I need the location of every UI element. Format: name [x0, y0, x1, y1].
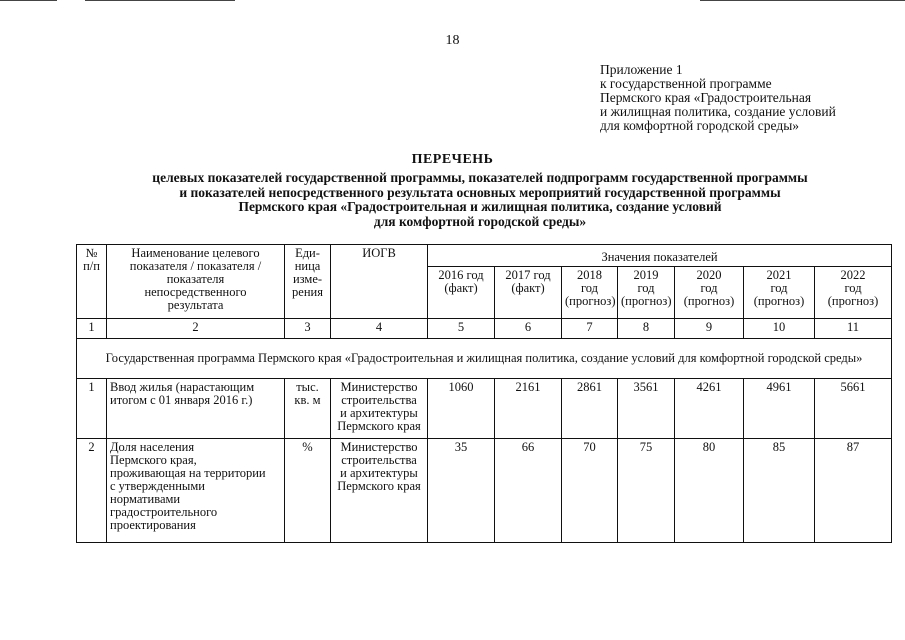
row-value: 85: [744, 439, 815, 543]
column-number: 1: [77, 319, 107, 339]
header-year-2018: 2018 год (прогноз): [562, 267, 618, 319]
column-number: 4: [331, 319, 428, 339]
top-border-mid: [85, 0, 235, 1]
table-row: [77, 379, 892, 439]
header-iogv: ИОГВ: [331, 245, 428, 319]
column-number: 7: [562, 319, 618, 339]
appendix-line: для комфортной городской среды»: [600, 118, 800, 133]
column-number: 9: [675, 319, 744, 339]
row-value: 2861: [562, 379, 618, 439]
row-value: 4961: [744, 379, 815, 439]
header-row: [77, 245, 892, 267]
row-value: 4261: [675, 379, 744, 439]
row-value: 2161: [495, 379, 562, 439]
subheading-line: Пермского края «Градостроительная и жилищная политика, создание условий: [238, 199, 722, 214]
appendix-line: и жилищная политика, создание условий: [600, 104, 836, 119]
row-unit: %: [285, 439, 331, 543]
row-value: 80: [675, 439, 744, 543]
subheading-line: и показателей непосредственного результата основных мероприятий государственной программы: [179, 184, 781, 200]
row-iogv: Министерство строительства и архитектуры Пермского края: [331, 439, 428, 543]
header-name: Наименование целевого показателя / показателя / показателя непосредственного результата: [107, 245, 285, 319]
header-unit: Еди- ница изме- рения: [285, 245, 331, 319]
row-value: 70: [562, 439, 618, 543]
subheading-line: для комфортной городской среды»: [373, 213, 587, 229]
row-unit: тыс. кв. м: [285, 379, 331, 439]
document-heading: ПЕРЕЧЕНЬ: [411, 152, 494, 167]
top-border-right: [700, 0, 905, 1]
top-border-left: [0, 0, 57, 1]
row-value: 35: [428, 439, 495, 543]
column-number: 8: [618, 319, 675, 339]
indicators-table: [76, 244, 892, 543]
header-num: № п/п: [77, 245, 107, 319]
appendix-line: к государственной программе: [600, 76, 772, 91]
column-number: 6: [495, 319, 562, 339]
row-num: 1: [77, 379, 107, 439]
row-value: 3561: [618, 379, 675, 439]
header-year-2022: 2022 год (прогноз): [815, 267, 892, 319]
header-year-2017: 2017 год (факт): [495, 267, 562, 319]
column-number: 2: [107, 319, 285, 339]
section-title: Государственная программа Пермского края «Градостроительная и жилищная политика, создание условий для комфортной городской среды»: [77, 339, 892, 379]
column-number: 3: [285, 319, 331, 339]
appendix-block: [600, 63, 900, 133]
row-name: Доля населения Пермского края, проживающая на территории с утвержденными нормативами градостроительного проектирования: [107, 439, 285, 543]
column-numbers-row: [77, 319, 892, 339]
document-subheading: [60, 171, 900, 229]
column-number: 10: [744, 319, 815, 339]
row-name: Ввод жилья (нарастающим итогом с 01 января 2016 г.): [107, 379, 285, 439]
row-value: 1060: [428, 379, 495, 439]
row-num: 2: [77, 439, 107, 543]
row-iogv: Министерство строительства и архитектуры Пермского края: [331, 379, 428, 439]
subheading-line: целевых показателей государственной программы, показателей подпрограмм государственной программы: [152, 170, 808, 185]
column-number: 11: [815, 319, 892, 339]
table-row: [77, 439, 892, 543]
row-value: 75: [618, 439, 675, 543]
column-number: 5: [428, 319, 495, 339]
appendix-line: Приложение 1: [600, 62, 683, 77]
header-year-2019: 2019 год (прогноз): [618, 267, 675, 319]
header-year-2020: 2020 год (прогноз): [675, 267, 744, 319]
header-values-group: Значения показателей: [428, 245, 892, 267]
row-value: 66: [495, 439, 562, 543]
page-number: 18: [445, 33, 460, 48]
section-row: [77, 339, 892, 379]
header-year-2016: 2016 год (факт): [428, 267, 495, 319]
row-value: 87: [815, 439, 892, 543]
row-value: 5661: [815, 379, 892, 439]
header-year-2021: 2021 год (прогноз): [744, 267, 815, 319]
appendix-line: Пермского края «Градостроительная: [600, 90, 812, 105]
